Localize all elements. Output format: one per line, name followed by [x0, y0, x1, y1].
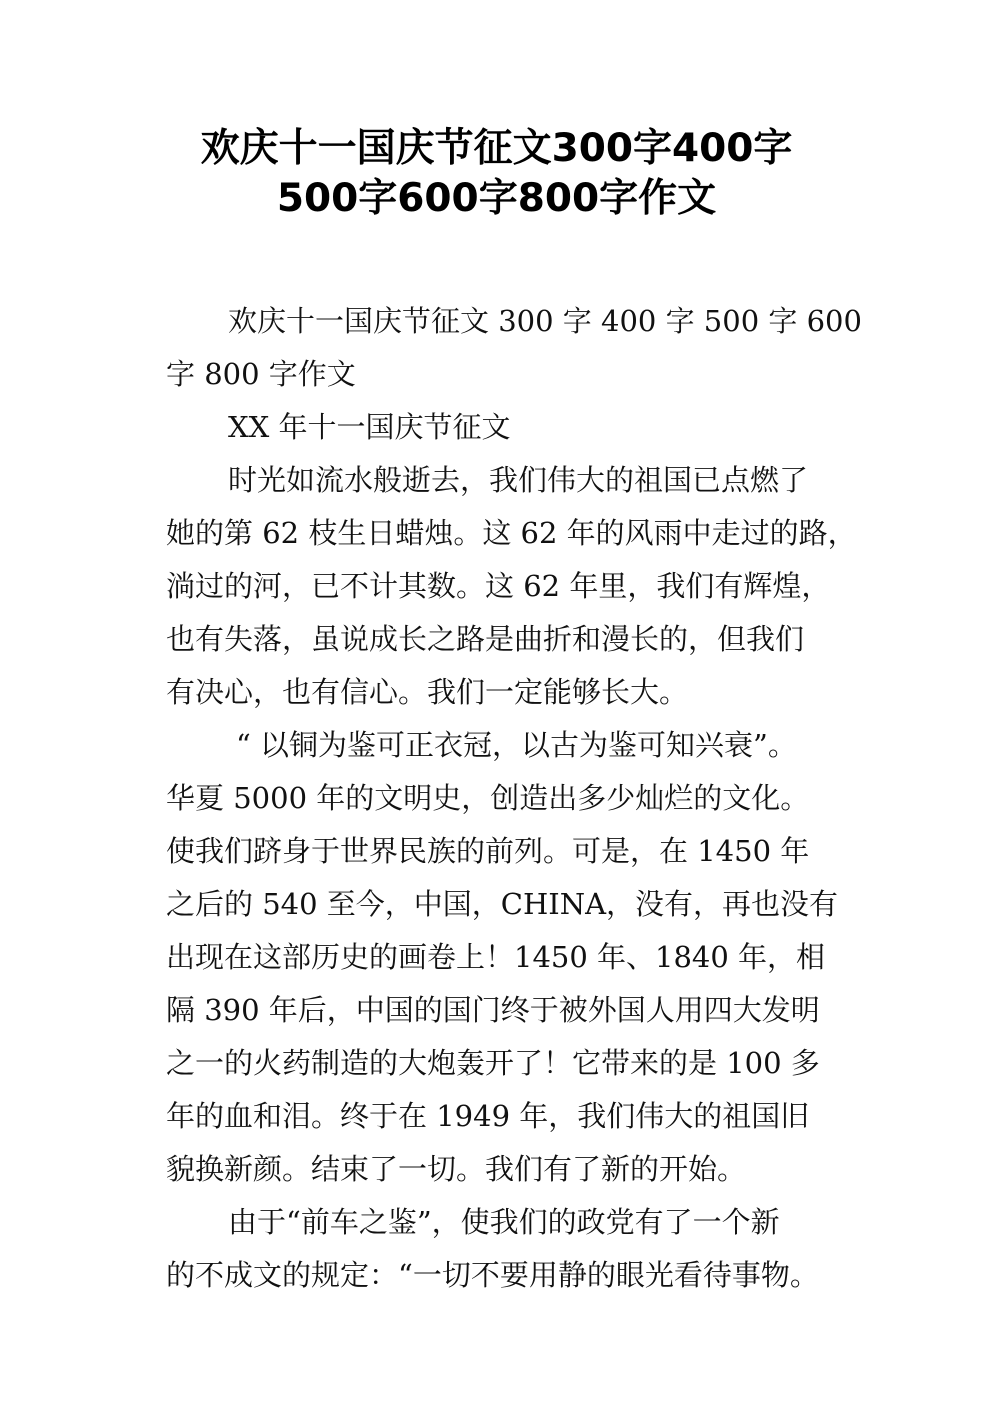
document-body	[166, 295, 862, 1302]
paragraph-line: 出现在这部历史的画卷上！1450 年、1840 年，相	[166, 940, 826, 974]
paragraph-line: 字 800 字作文	[166, 357, 356, 391]
paragraph-line: 她的第 62 枝生日蜡烛。这 62 年的风雨中走过的路，	[166, 516, 857, 550]
title-line-2: 500字600字800字作文	[276, 176, 717, 221]
paragraph-line: 之一的火药制造的大炮轰开了！它带来的是 100 多	[166, 1046, 820, 1080]
paragraph-line: 欢庆十一国庆节征文 300 字 400 字 500 字 600	[228, 304, 862, 338]
paragraph-line: 淌过的河，已不计其数。这 62 年里，我们有辉煌，	[166, 569, 831, 603]
paragraph-line: 貌换新颜。结束了一切。我们有了新的开始。	[166, 1152, 747, 1186]
paragraph-line: 华夏 5000 年的文明史，创造出多少灿烂的文化。	[166, 781, 810, 815]
subtitle-line: XX 年十一国庆节征文	[228, 410, 511, 444]
paragraph-line: 有决心，也有信心。我们一定能够长大。	[166, 675, 689, 709]
paragraph-line: 之后的 540 至今，中国，CHINA，没有，再也没有	[166, 887, 839, 921]
paragraph-line: 使我们跻身于世界民族的前列。可是，在 1450 年	[166, 834, 810, 868]
paragraph-line: 由于“前车之鉴”，使我们的政党有了一个新	[228, 1205, 780, 1239]
paragraph-line: 也有失落，虽说成长之路是曲折和漫长的，但我们	[166, 622, 805, 656]
document-title	[0, 124, 993, 224]
title-line-1: 欢庆十一国庆节征文300字400字	[200, 126, 793, 171]
quote-line: “ 以铜为鉴可正衣冠，以古为鉴可知兴衰”。	[236, 728, 797, 762]
paragraph-line: 的不成文的规定：“一切不要用静的眼光看待事物。	[166, 1258, 819, 1292]
paragraph-line: 年的血和泪。终于在 1949 年，我们伟大的祖国旧	[166, 1099, 810, 1133]
paragraph-line: 隔 390 年后，中国的国门终于被外国人用四大发明	[166, 993, 820, 1027]
paragraph-line: 时光如流水般逝去，我们伟大的祖国已点燃了	[228, 463, 809, 497]
